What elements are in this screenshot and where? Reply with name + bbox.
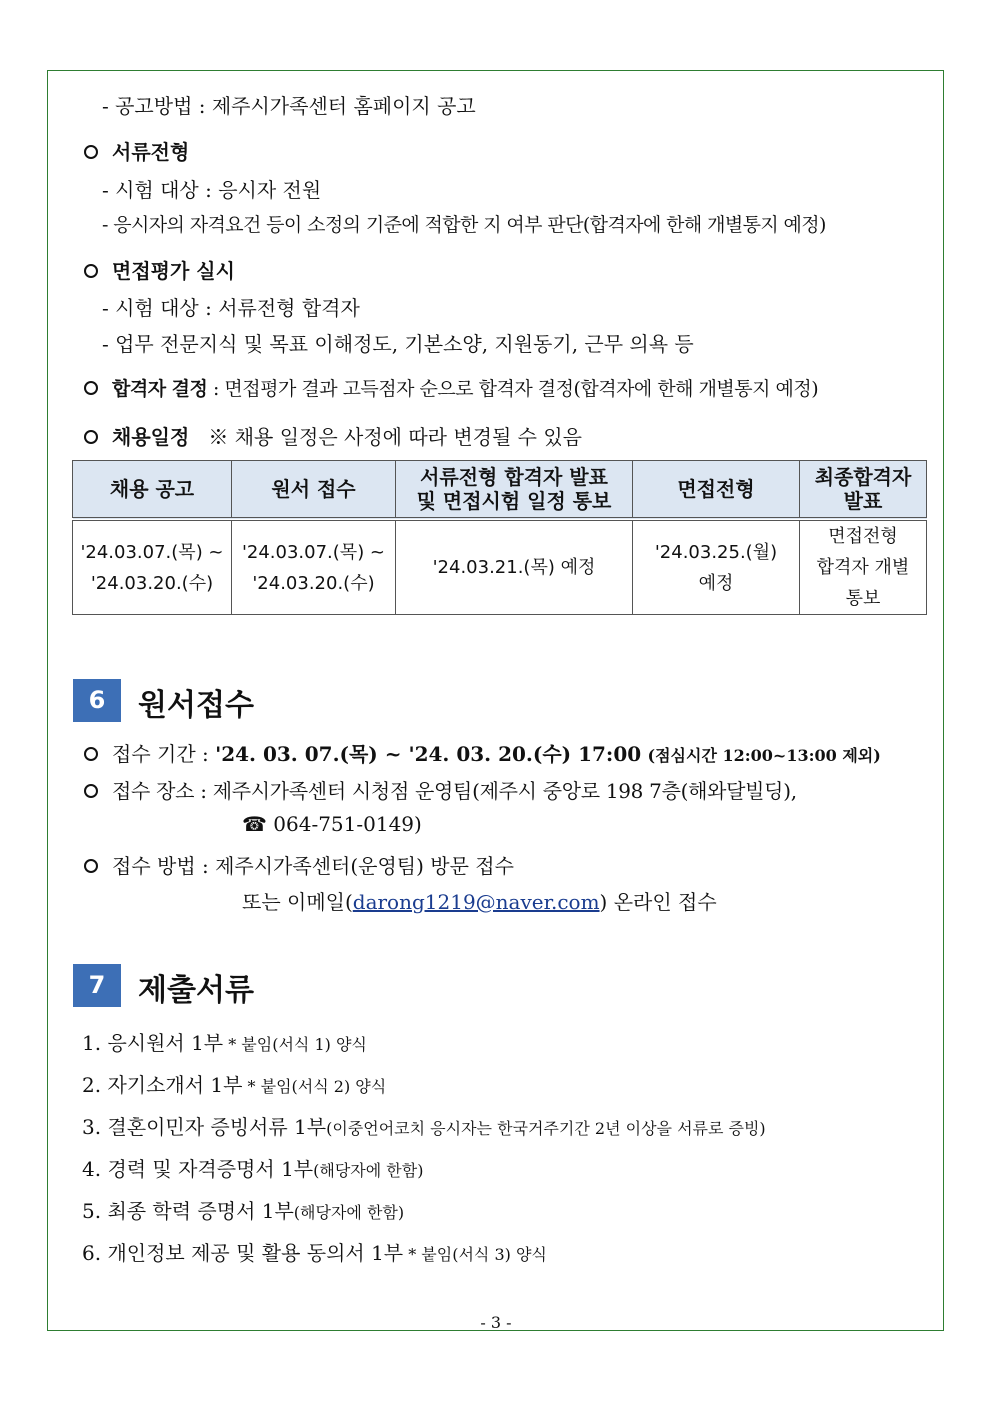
table-cell: '24.03.07.(목) ~ '24.03.20.(수) xyxy=(232,519,396,615)
section-title: 제출서류 xyxy=(138,973,254,1008)
schedule-table xyxy=(72,460,927,615)
circle-bullet-icon xyxy=(84,145,98,159)
interview-item: - 업무 전문지식 및 목표 이해정도, 기본소양, 지원동기, 근무 의욕 등 xyxy=(102,332,694,356)
document-list-item: 2. 자기소개서 1부 * 붙임(서식 2) 양식 xyxy=(82,1073,387,1097)
schedule-line: 채용일정 ※ 채용 일정은 사정에 따라 변경될 수 있음 xyxy=(84,421,582,450)
circle-bullet-icon xyxy=(84,784,98,798)
schedule-table-header xyxy=(73,461,927,520)
document-screening-heading: 서류전형 xyxy=(84,136,189,165)
application-place: 접수 장소 : 제주시가족센터 시청점 운영팀(제주시 중앙로 198 7층(해와달빌딩), xyxy=(84,775,797,804)
circle-bullet-icon xyxy=(84,859,98,873)
document-list-item: 5. 최종 학력 증명서 1부(해당자에 한함) xyxy=(82,1199,405,1223)
interview-heading: 면접평가 실시 xyxy=(84,255,235,284)
circle-bullet-icon xyxy=(84,264,98,278)
header-cell: 원서 접수 xyxy=(232,461,396,520)
table-cell: '24.03.21.(목) 예정 xyxy=(396,519,633,615)
document-list-item: 6. 개인정보 제공 및 활용 동의서 1부 * 붙임(서식 3) 양식 xyxy=(82,1241,547,1265)
application-method-email: 또는 이메일(darong1219@naver.com) 온라인 접수 xyxy=(242,890,717,914)
document-list-item: 3. 결혼이민자 증빙서류 1부(이중언어코치 응시자는 한국거주기간 2년 이상을 서류로 증빙) xyxy=(82,1115,766,1139)
decision-line: 합격자 결정 : 면접평가 결과 고득점자 순으로 합격자 결정(합격자에 한해 개별통지 예정) xyxy=(84,374,818,401)
header-cell: 서류전형 합격자 발표 및 면접시험 일정 통보 xyxy=(396,461,633,520)
table-cell: '24.03.25.(월) 예정 xyxy=(633,519,800,615)
interview-item: - 시험 대상 : 서류전형 합격자 xyxy=(102,296,360,320)
table-cell: '24.03.07.(목) ~ '24.03.20.(수) xyxy=(73,519,232,615)
circle-bullet-icon xyxy=(84,381,98,395)
header-cell: 면접전형 xyxy=(633,461,800,520)
document-list-item: 4. 경력 및 자격증명서 1부(해당자에 한함) xyxy=(82,1157,424,1181)
document-screening-item: - 응시자의 자격요건 등이 소정의 기준에 적합한 지 여부 판단(합격자에 한해 개별통지 예정) xyxy=(102,214,826,236)
circle-bullet-icon xyxy=(84,430,98,444)
page-number: - 3 - xyxy=(480,1313,512,1332)
table-cell: 면접전형 합격자 개별 통보 xyxy=(800,519,927,615)
circle-bullet-icon xyxy=(84,747,98,761)
application-method: 접수 방법 : 제주시가족센터(운영팀) 방문 접수 xyxy=(84,850,514,879)
email-link[interactable]: darong1219@naver.com xyxy=(352,890,600,914)
header-cell: 채용 공고 xyxy=(73,461,232,520)
notice-method: - 공고방법 : 제주시가족센터 홈페이지 공고 xyxy=(102,94,476,118)
document-list-item: 1. 응시원서 1부 * 붙임(서식 1) 양식 xyxy=(82,1031,367,1055)
application-phone: ☎ 064-751-0149) xyxy=(242,812,422,836)
application-period: 접수 기간 : '24. 03. 07.(목) ~ '24. 03. 20.(수) 17:00 (점심시간 12:00~13:00 제외) xyxy=(84,738,881,767)
section-number-badge: 7 xyxy=(73,964,121,1007)
section-number-badge: 6 xyxy=(73,679,121,722)
section-title: 원서접수 xyxy=(138,688,254,723)
document-screening-item: - 시험 대상 : 응시자 전원 xyxy=(102,178,322,202)
header-cell: 최종합격자 발표 xyxy=(800,461,927,520)
schedule-table-row xyxy=(73,519,927,615)
